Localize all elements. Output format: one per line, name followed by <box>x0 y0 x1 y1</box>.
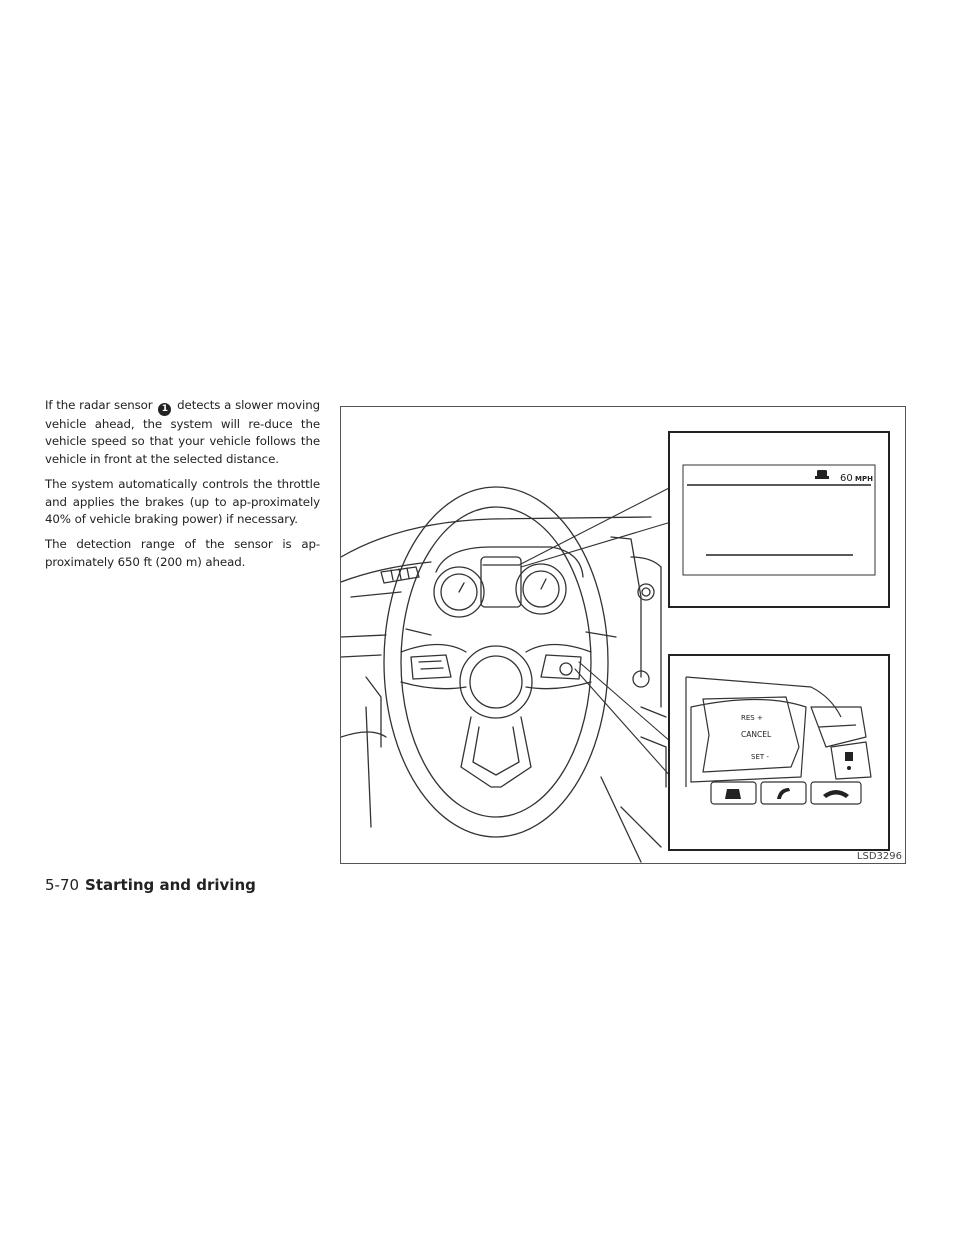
page-number: 5-70 <box>45 876 80 894</box>
page-footer <box>45 876 256 894</box>
callout-1-badge: 1 <box>158 403 171 416</box>
paragraph-radar-sensor: If the radar sensor 1 detects a slower moving vehicle ahead, the system will re-duce the vehicle speed so that your vehicle follows the vehicle in front at the selected distance. <box>45 398 320 466</box>
display-speed-unit: MPH <box>855 475 873 483</box>
distance-icon <box>845 752 853 761</box>
body-text <box>45 397 320 579</box>
cancel-label: CANCEL <box>741 730 772 739</box>
horn-pad <box>460 646 532 718</box>
res-label: RES + <box>741 714 763 722</box>
lane-assist-icon <box>725 789 741 799</box>
steering-wheel-illustration <box>340 406 906 864</box>
set-label: SET - <box>751 753 769 761</box>
inset-meter-display <box>669 432 889 607</box>
inset-steering-switches <box>669 655 889 850</box>
figure-code: LSD3296 <box>856 851 902 862</box>
section-title: Starting and driving <box>85 876 256 894</box>
dash-top-line <box>341 517 651 557</box>
illustration-drawing <box>341 407 906 864</box>
paragraph-throttle-brakes: The system automatically controls the throttle and applies the brakes (up to ap-proximately 40% of vehicle braking power) if necessary. <box>45 477 320 527</box>
left-switch-cluster <box>411 655 451 679</box>
steering-wheel-rim <box>384 487 608 837</box>
display-speed-value: 60 <box>840 473 853 484</box>
cruise-car-icon <box>815 470 829 479</box>
meter-hood <box>436 547 583 577</box>
paragraph-detection-range: The detection range of the sensor is ap-proximately 650 ft (200 m) ahead. <box>45 537 320 569</box>
